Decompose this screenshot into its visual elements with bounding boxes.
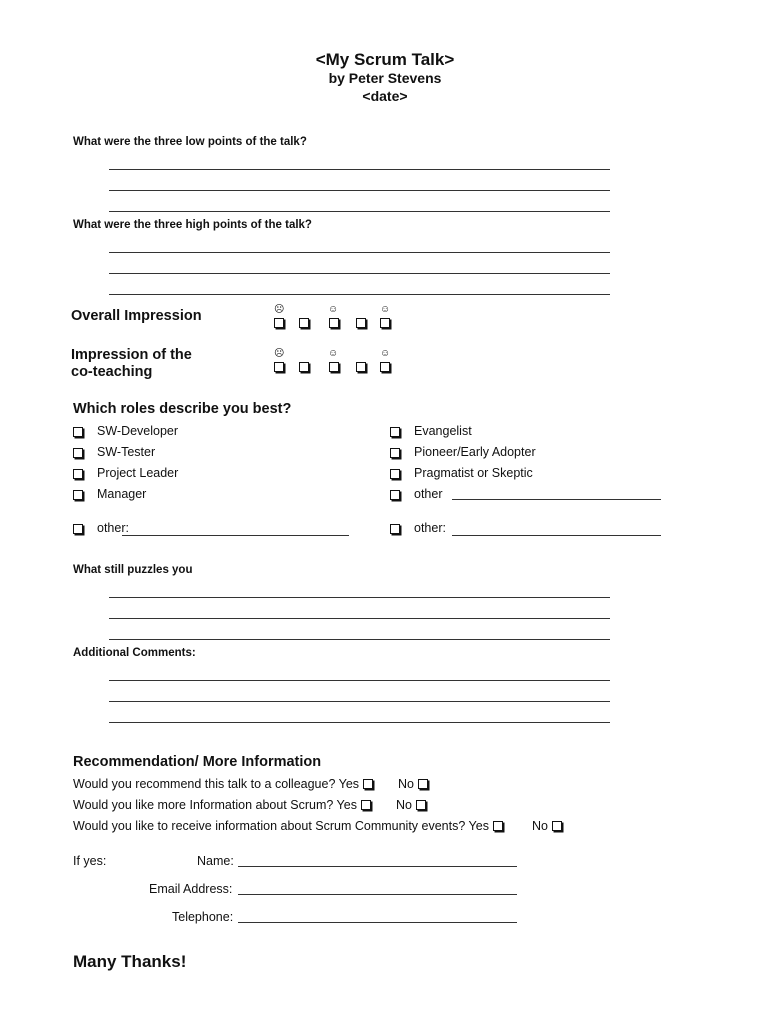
low-points-line-1[interactable]	[109, 169, 610, 170]
role-label-project-leader: Project Leader	[97, 466, 179, 480]
scrum-info-no-checkbox[interactable]	[416, 800, 426, 810]
overall-rating-4-checkbox[interactable]	[356, 318, 366, 328]
overall-rating-1-checkbox[interactable]	[274, 318, 284, 328]
puzzles-line-3[interactable]	[109, 639, 610, 640]
role-label-manager: Manager	[97, 487, 147, 501]
role-checkbox-project-leader[interactable]	[73, 469, 83, 479]
email-label: Email Address:	[149, 882, 233, 896]
sad-face-icon: ☹	[274, 304, 285, 315]
other-role-field-left[interactable]	[122, 535, 349, 536]
recommend-no	[398, 777, 428, 791]
role-label-other-left: other:	[97, 521, 129, 535]
low-points-line-2[interactable]	[109, 190, 610, 191]
high-points-line-2[interactable]	[109, 273, 610, 274]
recommend-question	[73, 777, 373, 791]
role-label-pioneer: Pioneer/Early Adopter	[414, 445, 536, 459]
thanks-text: Many Thanks!	[73, 952, 187, 971]
email-field[interactable]	[238, 894, 517, 895]
scrum-info-no	[396, 798, 426, 812]
happy-face-icon: ☺	[380, 348, 391, 359]
coteaching-rating-3-checkbox[interactable]	[329, 362, 339, 372]
scrum-info-question-text: Would you like more Information about Scrum? Yes	[73, 798, 357, 812]
role-label-other-right-1: other	[414, 487, 443, 501]
coteaching-rating-5-checkbox[interactable]	[380, 362, 390, 372]
high-points-line-1[interactable]	[109, 252, 610, 253]
neutral-face-icon: ☺	[328, 348, 339, 359]
other-role-field-1[interactable]	[452, 499, 661, 500]
community-yes-checkbox[interactable]	[493, 821, 503, 831]
coteaching-label-line2: co-teaching	[71, 364, 153, 380]
community-question-text: Would you like to receive information about Scrum Community events? Yes	[73, 819, 489, 833]
puzzles-line-2[interactable]	[109, 618, 610, 619]
comments-line-3[interactable]	[109, 722, 610, 723]
overall-rating-3-checkbox[interactable]	[329, 318, 339, 328]
role-checkbox-pioneer[interactable]	[390, 448, 400, 458]
role-checkbox-sw-tester[interactable]	[73, 448, 83, 458]
author-line: by Peter Stevens	[328, 70, 442, 86]
comments-line-1[interactable]	[109, 680, 610, 681]
role-checkbox-manager[interactable]	[73, 490, 83, 500]
form-title: <My Scrum Talk>	[315, 50, 455, 69]
recommendation-heading: Recommendation/ More Information	[73, 754, 322, 770]
role-label-sw-developer: SW-Developer	[97, 424, 179, 438]
telephone-label: Telephone:	[172, 910, 234, 924]
telephone-field[interactable]	[238, 922, 517, 923]
coteaching-rating-1-checkbox[interactable]	[274, 362, 284, 372]
coteaching-rating-2-checkbox[interactable]	[299, 362, 309, 372]
recommend-question-text: Would you recommend this talk to a colleague? Yes	[73, 777, 360, 791]
community-question	[73, 819, 503, 833]
recommend-yes-checkbox[interactable]	[363, 779, 373, 789]
low-points-question: What were the three low points of the talk?	[73, 136, 307, 148]
happy-face-icon: ☺	[380, 304, 391, 315]
scrum-info-question	[73, 798, 371, 812]
overall-rating-5-checkbox[interactable]	[380, 318, 390, 328]
name-field[interactable]	[238, 866, 517, 867]
date-line: <date>	[362, 88, 408, 104]
role-checkbox-evangelist[interactable]	[390, 427, 400, 437]
if-yes-label: If yes:	[73, 854, 107, 868]
overall-impression-label: Overall Impression	[71, 308, 202, 324]
recommend-no-checkbox[interactable]	[418, 779, 428, 789]
other-role-field-right[interactable]	[452, 535, 661, 536]
comments-line-2[interactable]	[109, 701, 610, 702]
role-label-evangelist: Evangelist	[414, 424, 472, 438]
role-label-other-right-2: other:	[414, 521, 446, 535]
high-points-line-3[interactable]	[109, 294, 610, 295]
scrum-info-yes-checkbox[interactable]	[361, 800, 371, 810]
community-no-label: No	[532, 819, 548, 833]
roles-heading: Which roles describe you best?	[73, 401, 292, 417]
role-checkbox-sw-developer[interactable]	[73, 427, 83, 437]
role-label-pragmatist: Pragmatist or Skeptic	[414, 466, 533, 480]
scrum-info-no-label: No	[396, 798, 412, 812]
role-checkbox-other-left[interactable]	[73, 524, 83, 534]
community-no	[532, 819, 562, 833]
low-points-line-3[interactable]	[109, 211, 610, 212]
role-checkbox-pragmatist[interactable]	[390, 469, 400, 479]
puzzles-question: What still puzzles you	[73, 564, 193, 576]
neutral-face-icon: ☺	[328, 304, 339, 315]
coteaching-label-line1: Impression of the	[71, 347, 192, 363]
puzzles-line-1[interactable]	[109, 597, 610, 598]
role-label-sw-tester: SW-Tester	[97, 445, 156, 459]
high-points-question: What were the three high points of the talk?	[73, 219, 312, 231]
name-label: Name:	[197, 854, 234, 868]
coteaching-rating-4-checkbox[interactable]	[356, 362, 366, 372]
sad-face-icon: ☹	[274, 348, 285, 359]
overall-rating-2-checkbox[interactable]	[299, 318, 309, 328]
comments-heading: Additional Comments:	[73, 647, 196, 659]
recommend-no-label: No	[398, 777, 414, 791]
role-checkbox-other-right-2[interactable]	[390, 524, 400, 534]
community-no-checkbox[interactable]	[552, 821, 562, 831]
role-checkbox-other-right-1[interactable]	[390, 490, 400, 500]
